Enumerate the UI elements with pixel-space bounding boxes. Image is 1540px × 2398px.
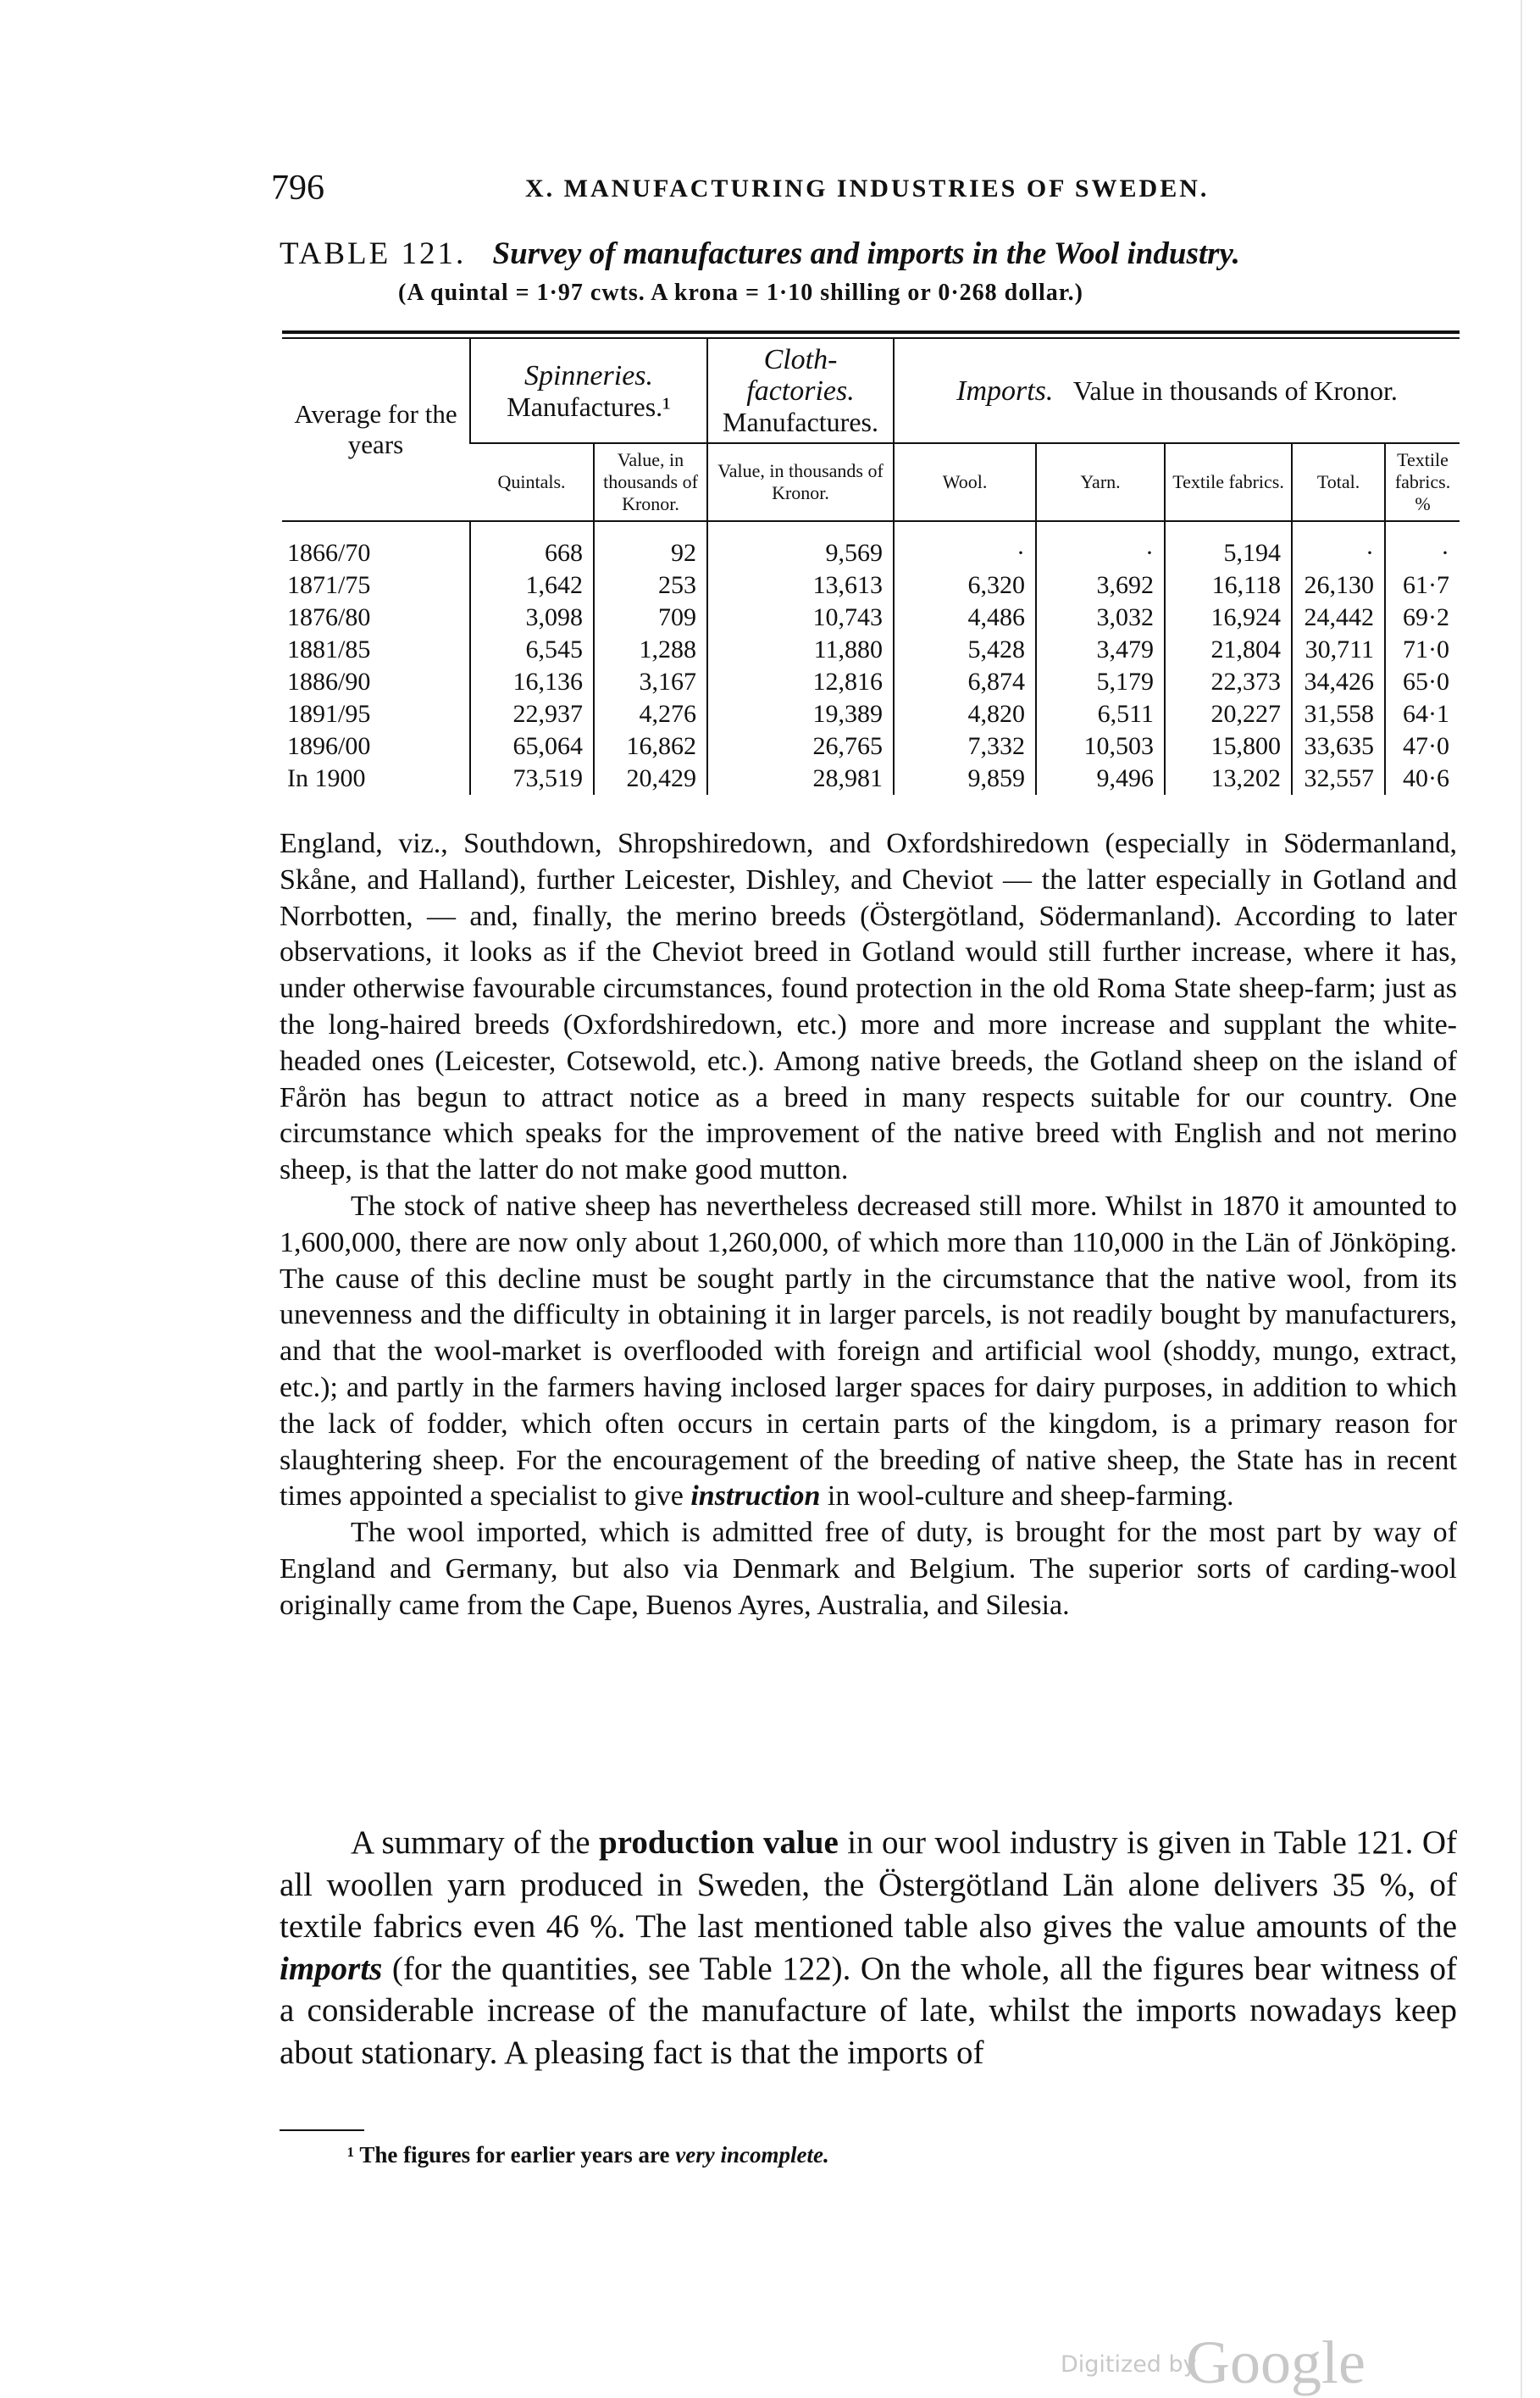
cell-yarn: 3,692 [1036,569,1165,602]
cell-year: 1866/70 [287,539,371,567]
cell-wool: 6,874 [894,666,1036,698]
cell-pct: 65·0 [1385,666,1460,698]
cell-total: 24,442 [1292,602,1385,634]
cell-total: 34,426 [1292,666,1385,698]
paragraph-summary-start: A summary of the [351,1824,590,1861]
cell-quintals: 6,545 [470,634,594,666]
footnote-text: The figures for earlier years are [359,2142,670,2168]
cell-pct: 64·1 [1385,698,1460,730]
cell-textile: 20,227 [1165,698,1292,730]
header-value-spinneries: Value, in thousands of Kronor. [594,443,707,521]
cell-pct: 61·7 [1385,569,1460,602]
cell-wool: 7,332 [894,730,1036,763]
emphasis-production-value: production value [599,1824,839,1861]
cell-pct: 40·6 [1385,763,1460,795]
paragraph-native-sheep-end: in wool-culture and sheep-farming. [827,1480,1234,1513]
cell-year: 1871/75 [287,571,371,599]
table-label: TABLE 121. [280,236,467,271]
header-cloth-title: Cloth-factories. [746,344,855,407]
cell-textile: 22,373 [1165,666,1292,698]
cell-wool: 9,859 [894,763,1036,795]
header-quintals: Quintals. [470,443,594,521]
header-spinneries [470,339,707,443]
cell-year: In 1900 [287,764,366,792]
header-spinneries-sub: Manufactures.¹ [507,391,671,422]
cell-total: 31,558 [1292,698,1385,730]
table-row [282,763,1460,795]
header-imports [894,339,1460,443]
cell-yarn: 3,032 [1036,602,1165,634]
cell-wool: 4,820 [894,698,1036,730]
cell-pct: 47·0 [1385,730,1460,763]
table-row [282,666,1460,698]
header-cloth-factories [707,339,894,443]
cell-textile: 21,804 [1165,634,1292,666]
header-total: Total. [1292,443,1385,521]
cell-value: 16,862 [594,730,707,763]
cell-cloth: 26,765 [707,730,894,763]
cell-quintals: 22,937 [470,698,594,730]
cell-value: 253 [594,569,707,602]
paragraph-summary-end: (for the quantities, see Table 122). On the whole, all the figures bear witness of a considerable increase of the manufacture of late, whilst the imports nowadays keep about stationary. A pleasing fact is that the imports of [280,1950,1457,2071]
footnote-rule [280,2129,364,2131]
cell-quintals: 668 [470,537,594,569]
table-caption [280,236,1465,272]
cell-pct: · [1385,537,1460,569]
paragraph-wool-imported: The wool imported, which is admitted free of duty, is brought for the most part by way of England and Germany, but also via Denmark and Belgium. The superior sorts of carding-wool originally came from the Cape, Buenos Ayres, Australia, and Silesia. [280,1517,1457,1621]
cell-total: 32,557 [1292,763,1385,795]
cell-textile: 5,194 [1165,537,1292,569]
header-wool: Wool. [894,443,1036,521]
cell-value: 1,288 [594,634,707,666]
running-title: X. MANUFACTURING INDUSTRIES OF SWEDEN. [525,175,1210,203]
cell-yarn: 10,503 [1036,730,1165,763]
cell-year: 1896/00 [287,732,371,760]
cell-cloth: 28,981 [707,763,894,795]
emphasis-instruction: instruction [690,1480,821,1513]
cell-quintals: 3,098 [470,602,594,634]
cell-yarn: · [1036,537,1165,569]
cell-cloth: 19,389 [707,698,894,730]
cell-total: 33,635 [1292,730,1385,763]
header-cloth-sub: Manufactures. [723,407,878,437]
cell-wool: 5,428 [894,634,1036,666]
cell-wool: 6,320 [894,569,1036,602]
header-textile-pct: Textile fabrics. % [1385,443,1460,521]
header-imports-sub: Value in thousands of Kronor. [1072,375,1398,406]
page-number: 796 [271,169,324,208]
scan-edge-line [1521,0,1522,2398]
footnote [347,2142,829,2168]
cell-cloth: 12,816 [707,666,894,698]
cell-textile: 15,800 [1165,730,1292,763]
table-row [282,602,1460,634]
cell-value: 3,167 [594,666,707,698]
cell-quintals: 65,064 [470,730,594,763]
paragraph-breeds: England, viz., Southdown, Shropshiredown, and Oxfordshiredown (especially in Södermanland, Skåne, and Halland), further Leicester, Dishley, and Cheviot — the latter especially in Gotland and Norrbotten, — and, finally, the merino breeds (Östergötland, Södermanland). According to later observations, it looks as if the Cheviot breed in Gotland would still further increase, where it has, under otherwise favourable circumstances, found protection in the old Roma State sheep-farm; just as the long-haired breeds (Oxfordshiredown, etc.) more and more increase and supplant the white-headed ones (Leicester, Cotsewold, etc.). Among native breeds, the Gotland sheep on the island of Fårön has begun to attract notice as a breed in many respects suitable for our country. One circumstance which speaks for the improvement of the native breed with English and not merino sheep, is that the latter do not make good mutton. [280,828,1457,1186]
body-text-lower [280,1822,1457,2073]
cell-textile: 16,118 [1165,569,1292,602]
header-imports-title: Imports. [956,375,1054,407]
cell-total: · [1292,537,1385,569]
cell-textile: 16,924 [1165,602,1292,634]
cell-cloth: 10,743 [707,602,894,634]
header-spinneries-title: Spinneries. [523,359,654,391]
cell-cloth: 9,569 [707,537,894,569]
table-title: Survey of manufactures and imports in the Wool industry. [492,236,1240,271]
watermark-digitized-by: Digitized by [1061,2351,1197,2378]
table-top-rule [282,330,1460,334]
cell-quintals: 1,642 [470,569,594,602]
table-unit-note: (A quintal = 1·97 cwts. A krona = 1·10 shilling or 0·268 dollar.) [398,280,1083,306]
header-yarn: Yarn. [1036,443,1165,521]
cell-year: 1886/90 [287,668,371,696]
header-textile: Textile fabrics. [1165,443,1292,521]
cell-wool: · [894,537,1036,569]
paragraph-native-sheep [280,1189,1457,1515]
cell-quintals: 16,136 [470,666,594,698]
cell-pct: 71·0 [1385,634,1460,666]
paragraph-summary-middle: in our wool industry is given in Table 121. Of all woollen yarn produced in Sweden, the Östergötland Län alone delivers 35 %, of textile fabrics even 46 %. The last mentioned table also gives the value amounts of the [280,1824,1458,1945]
cell-cloth: 11,880 [707,634,894,666]
cell-pct: 69·2 [1385,602,1460,634]
emphasis-imports: imports [280,1950,383,1987]
cell-year: 1891/95 [287,700,371,728]
table-row [282,569,1460,602]
cell-value: 20,429 [594,763,707,795]
cell-value: 709 [594,602,707,634]
cell-total: 30,711 [1292,634,1385,666]
cell-wool: 4,486 [894,602,1036,634]
cell-cloth: 13,613 [707,569,894,602]
cell-textile: 13,202 [1165,763,1292,795]
table-row [282,730,1460,763]
paragraph-production-value [280,1822,1457,2073]
cell-year: 1881/85 [287,636,371,663]
cell-yarn: 6,511 [1036,698,1165,730]
body-text-upper [280,826,1457,1624]
cell-yarn: 5,179 [1036,666,1165,698]
watermark-google-logo: Google [1186,2329,1366,2396]
paragraph-native-sheep-text: The stock of native sheep has nevertheless decreased still more. Whilst in 1870 it amounted to 1,600,000, there are now only about 1,260,000, of which more than 110,000 in the Län of Jönköping. The cause of this decline must be sought partly in the circumstance that the native wool, from its unevenness and the difficulty in obtaining it in larger parcels, is not readily bought by manufacturers, and that the wool-market is overflooded with foreign and artificial wool (shoddy, mungo, extract, etc.); and partly in the farmers having inclosed larger spaces for dairy purposes, in addition to which the lack of fodder, which often occurs in certain parts of the kingdom, is a primary reason for slaughtering sheep. For the encouragement of the breeding of native sheep, the State has in recent times appointed a specialist to give [280,1190,1457,1513]
header-average-years: Average for the years [282,339,470,521]
table-row [282,634,1460,666]
table-row [282,537,1460,569]
cell-value: 92 [594,537,707,569]
table-row [282,698,1460,730]
wool-industry-table [282,339,1460,795]
footnote-marker: ¹ [347,2142,355,2168]
cell-value: 4,276 [594,698,707,730]
cell-yarn: 3,479 [1036,634,1165,666]
footnote-emphasis: very incomplete. [675,2142,829,2168]
cell-total: 26,130 [1292,569,1385,602]
running-header [271,168,1457,210]
cell-quintals: 73,519 [470,763,594,795]
cell-yarn: 9,496 [1036,763,1165,795]
header-value-cloth: Value, in thousands of Kronor. [707,443,894,521]
cell-year: 1876/80 [287,603,371,631]
